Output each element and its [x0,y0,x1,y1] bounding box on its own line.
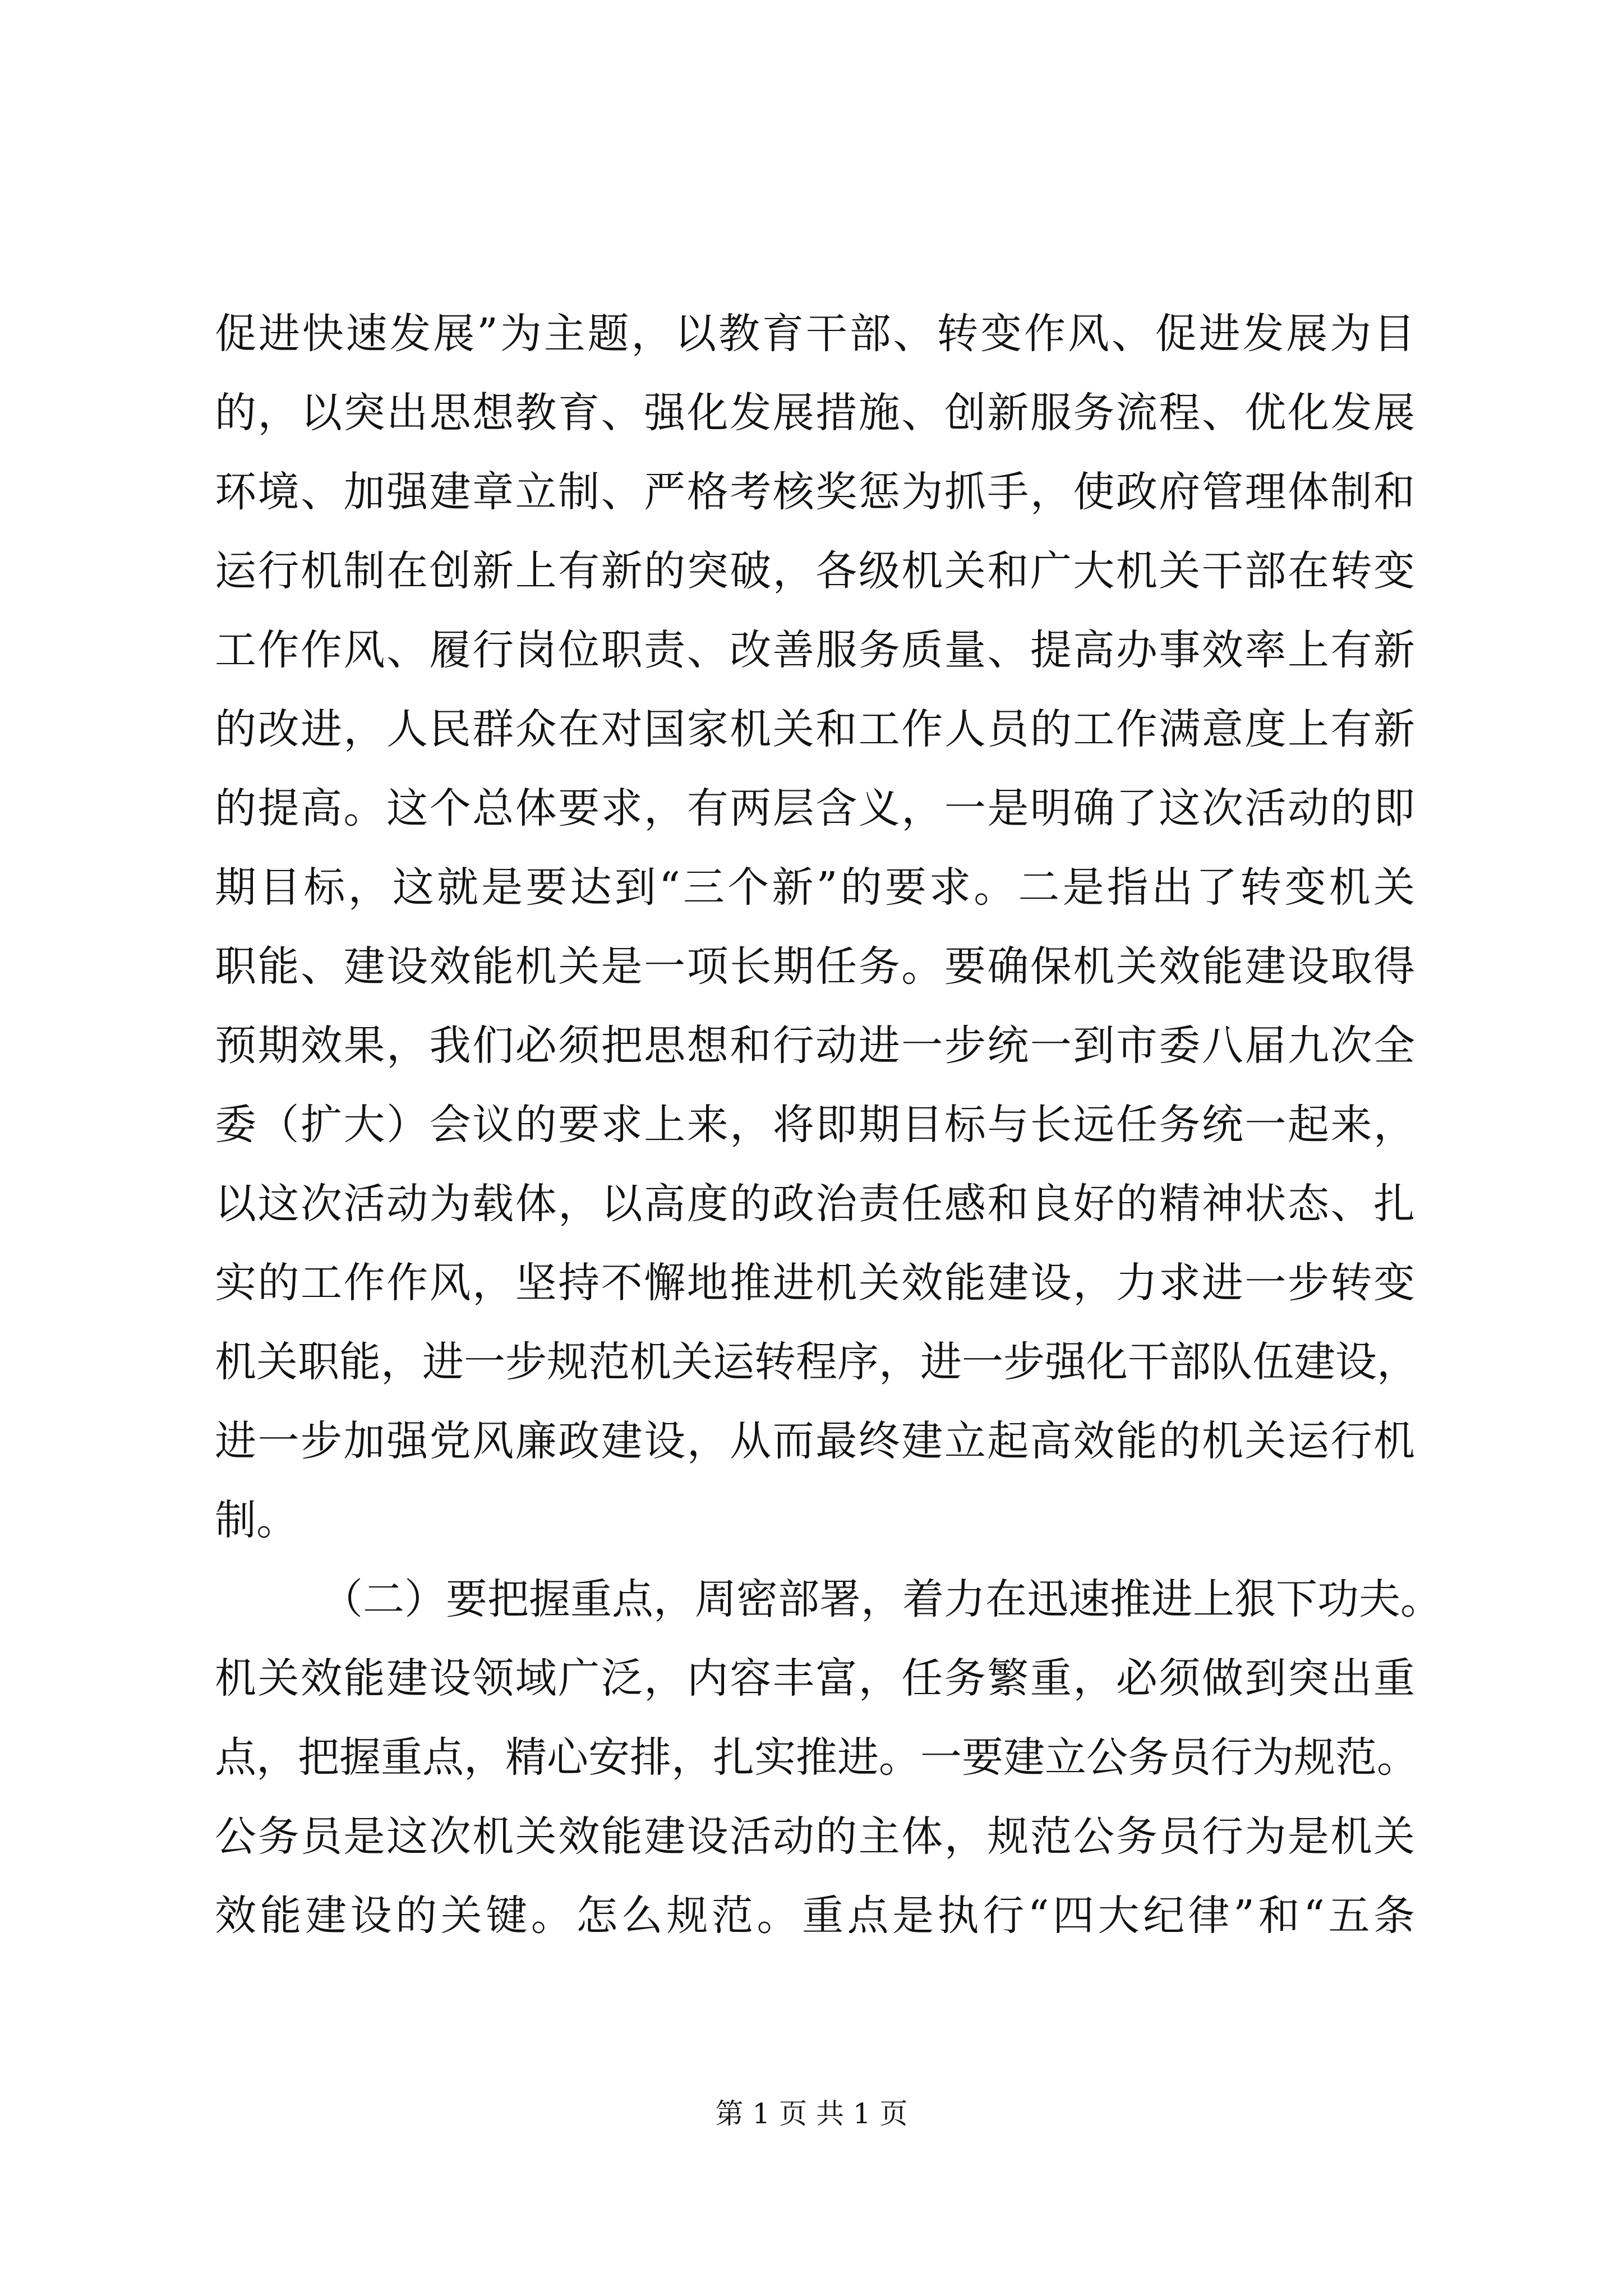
text-line: 点，把握重点，精心安排，扎实推进。一要建立公务员行为规范。 [215,1733,1418,1782]
text-line: 的改进，人民群众在对国家机关和工作人员的工作满意度上有新 [215,705,1415,753]
text-line: 以这次活动为载体，以高度的政治责任感和良好的精神状态、扎 [215,1180,1415,1228]
text-line: 促进快速发展”为主题，以教育干部、转变作风、促进发展为目 [215,310,1415,358]
text-line: 环境、加强建章立制、严格考核奖惩为抓手，使政府管理体制和 [215,468,1415,516]
text-line: 公务员是这次机关效能建设活动的主体，规范公务员行为是机关 [215,1812,1415,1861]
page-footer: 第 1 页 共 1 页 [715,2097,908,2130]
text-line: 委（扩大）会议的要求上来，将即期目标与长远任务统一起来， [215,1101,1415,1149]
text-line: 机关效能建设领域广泛，内容丰富，任务繁重，必须做到突出重 [215,1654,1415,1703]
text-line: 职能、建设效能机关是一项长期任务。要确保机关效能建设取得 [215,942,1415,991]
text-line: 运行机制在创新上有新的突破，各级机关和广大机关干部在转变 [215,547,1415,595]
text-line: 进一步加强党风廉政建设，从而最终建立起高效能的机关运行机 [215,1417,1415,1465]
text-line: 实的工作作风，坚持不懈地推进机关效能建设，力求进一步转变 [215,1259,1415,1307]
text-line: 预期效果，我们必须把思想和行动进一步统一到市委八届九次全 [215,1022,1415,1070]
text-line: 的提高。这个总体要求，有两层含义，一是明确了这次活动的即 [215,784,1415,832]
text-line: 期目标，这就是要达到“三个新”的要求。二是指出了转变机关 [215,863,1415,912]
text-line: 的，以突出思想教育、强化发展措施、创新服务流程、优化发展 [215,389,1415,437]
text-line: 效能建设的关键。怎么规范。重点是执行“四大纪律”和“五条 [215,1892,1415,1940]
text-line: 工作作风、履行岗位职责、改善服务质量、提高办事效率上有新 [215,626,1415,674]
text-line: 机关职能，进一步规范机关运转程序，进一步强化干部队伍建设， [215,1338,1418,1386]
section-heading-line: （二）要把握重点，周密部署，着力在迅速推进上狠下功夫。 [321,1575,1442,1623]
text-line: 制。 [215,1496,298,1544]
